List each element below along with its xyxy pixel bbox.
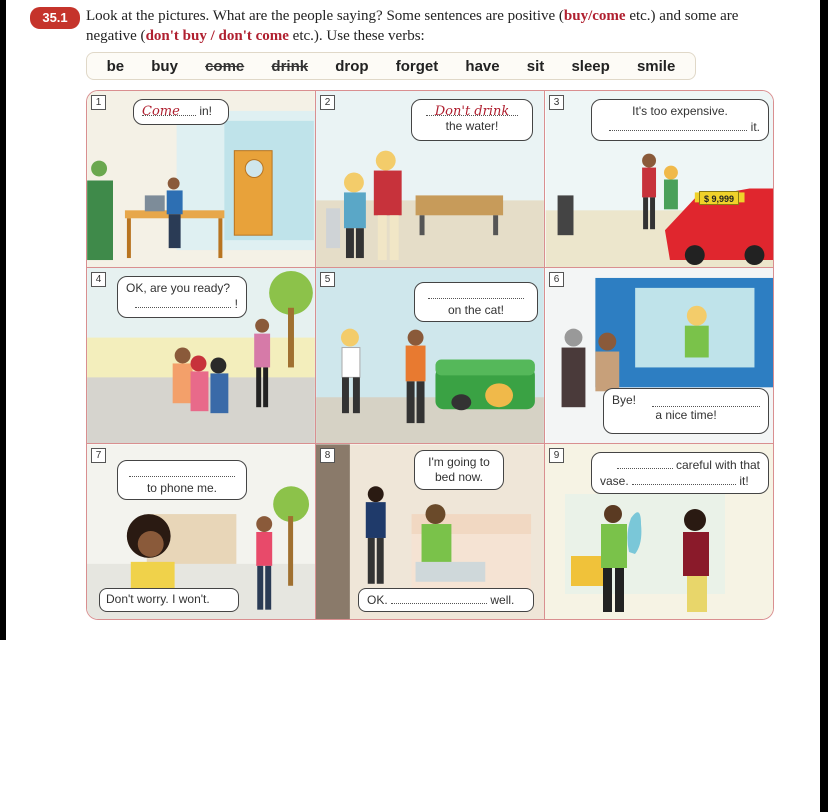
verb-be: be — [106, 57, 125, 75]
panel-6 — [545, 268, 774, 444]
answer-blank[interactable] — [426, 104, 518, 119]
panel-number: 2 — [320, 95, 335, 110]
picture-grid — [86, 90, 774, 620]
speech-bubble — [591, 99, 769, 141]
speech-bubble — [411, 99, 533, 141]
speech-bubble — [133, 99, 229, 125]
handwritten-answer: Don't drink — [434, 104, 510, 119]
bubble-text-tail: a nice time! — [655, 408, 717, 422]
panel-1 — [87, 91, 316, 268]
verb-buy: buy — [151, 57, 178, 75]
panel-5 — [316, 268, 545, 444]
page-bottom — [0, 640, 814, 812]
panel-number: 3 — [549, 95, 564, 110]
price-tag: $ 9,999 — [699, 191, 739, 205]
exercise-number: 35.1 — [30, 7, 80, 29]
reply-bubble: Don't worry. I won't. — [99, 588, 239, 612]
verb-sleep: sleep — [571, 57, 610, 75]
verb-come: come — [205, 57, 245, 75]
instructions-text-2: etc.) and some are negative ( — [86, 8, 739, 44]
answer-blank[interactable] — [428, 287, 524, 299]
bubble-text-2: bed now. — [434, 470, 484, 484]
panel-7 — [87, 444, 316, 620]
bubble-text-tail: it! — [739, 474, 749, 488]
panel-2 — [316, 91, 545, 268]
keyword-come: come — [592, 8, 626, 24]
panel-3 — [545, 91, 774, 268]
panel-number: 1 — [91, 95, 106, 110]
answer-blank-1[interactable] — [617, 457, 673, 469]
keyword-buy: buy — [563, 8, 589, 24]
panel-8 — [316, 444, 545, 620]
instructions-text-1: Look at the pictures. What are the people saying? Some sentences are positive ( — [86, 8, 564, 24]
speech-bubble — [117, 276, 247, 318]
reply-bubble — [358, 588, 534, 612]
bubble-text: It's too expensive. — [632, 104, 728, 118]
bubble-text: on the cat! — [447, 303, 505, 317]
answer-blank[interactable] — [609, 119, 747, 131]
bubble-text: careful with that — [675, 458, 760, 472]
bubble-text: in! — [199, 104, 213, 118]
panel-number: 8 — [320, 448, 335, 463]
panel-number: 5 — [320, 272, 335, 287]
verb-forget: forget — [395, 57, 439, 75]
speech-bubble — [414, 282, 538, 322]
panel-number: 7 — [91, 448, 106, 463]
verb-sit: sit — [526, 57, 545, 75]
panel-number: 9 — [549, 448, 564, 463]
keyword-sep: / — [588, 8, 593, 24]
bubble-text-2: vase. — [600, 474, 629, 488]
speech-bubble — [117, 460, 247, 500]
bubble-text: to phone me. — [146, 481, 218, 495]
reply-text: OK. — [367, 593, 388, 607]
verb-have: have — [465, 57, 500, 75]
panel-9 — [545, 444, 774, 620]
reply-text-tail: well. — [490, 593, 515, 607]
bubble-text-tail: it. — [750, 120, 760, 134]
panel-number: 6 — [549, 272, 564, 287]
verb-smile: smile — [636, 57, 676, 75]
panel-4 — [87, 268, 316, 444]
bubble-text: the water! — [445, 119, 499, 133]
keyword-negative: don't buy / don't come — [145, 28, 289, 44]
speech-bubble — [591, 452, 769, 494]
verb-drop: drop — [335, 57, 369, 75]
bubble-text: OK, are you ready? — [126, 281, 231, 295]
answer-blank[interactable] — [391, 592, 487, 604]
answer-blank[interactable] — [129, 465, 235, 477]
answer-blank[interactable] — [652, 395, 760, 407]
speech-bubble — [414, 450, 504, 490]
speech-bubble — [603, 388, 769, 434]
exercise-instructions — [86, 6, 776, 46]
verb-drink: drink — [271, 57, 309, 75]
bubble-text: I'm going to — [428, 455, 490, 469]
instructions-text-3: etc.). Use these verbs: — [288, 28, 425, 44]
bubble-text: Bye! — [612, 393, 637, 407]
bubble-text-tail: ! — [234, 297, 238, 311]
answer-blank[interactable] — [135, 296, 231, 308]
handwritten-answer: Come — [142, 104, 180, 119]
answer-blank-2[interactable] — [632, 473, 736, 485]
answer-blank[interactable] — [142, 104, 196, 119]
verb-list — [86, 52, 696, 80]
panel-number: 4 — [91, 272, 106, 287]
